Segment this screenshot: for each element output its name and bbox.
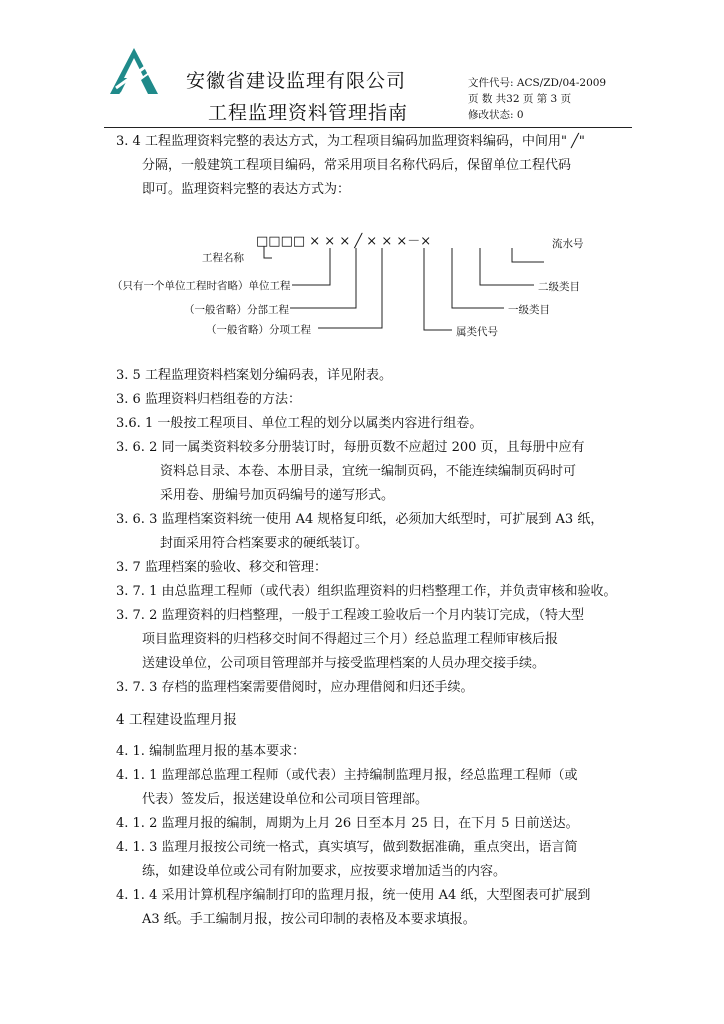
para-4-1-3-line1: 4. 1. 3 监理月报按公司统一格式，真实填写，做到数据准确，重点突出，语言简 <box>116 840 578 855</box>
para-4-1-3-line2: 练，如建设单位或公司有附加要求，应按要求增加适当的内容。 <box>142 864 507 879</box>
code-pattern: □□□□ × × × ╱ × × ×－× <box>256 234 432 249</box>
label-branch-project: （一般省略）分部工程 <box>184 304 289 316</box>
para-3-4-line3: 即可。监理资料完整的表达方式为： <box>142 182 351 197</box>
doc-code: 文件代号: ACS/ZD/04-2009 <box>468 77 607 89</box>
para-3-6-2-line3: 采用卷、册编号加页码编号的递写形式。 <box>160 488 395 503</box>
section-4-heading: 4 工程建设监理月报 <box>116 712 237 728</box>
label-level1: 一级类目 <box>508 304 550 316</box>
para-4-1-1-line2: 代表）签发后，报送建设单位和公司项目管理部。 <box>142 792 429 807</box>
para-3-7-2-line1: 3. 7. 2 监理资料的归档整理，一般于工程竣工验收后一个月内装订完成，（特大型 <box>116 608 584 623</box>
para-3-4-line2: 分隔，一般建筑工程项目编码，常采用项目名称代码后，保留单位工程代码 <box>142 158 572 173</box>
para-3-6-3-line2: 封面采用符合档案要求的硬纸装订。 <box>160 536 369 551</box>
para-3-4-line1: 3. 4 工程监理资料完整的表达方式，为工程项目编码加监理资料编码，中间用" ╱" <box>116 134 585 149</box>
para-4-1-1-line1: 4. 1. 1 监理部总监理工程师（或代表）主持编制监理月报，经总监理工程师（或 <box>116 768 578 783</box>
para-3-6: 3. 6 监理资料归档组卷的方法： <box>116 392 301 407</box>
para-3-6-1: 3.6. 1 一般按工程项目、单位工程的划分以属类内容进行组卷。 <box>116 416 483 431</box>
para-3-7-2-line3: 送建设单位，公司项目管理部并与接受监理档案的人员办理交接手续。 <box>142 656 546 671</box>
para-4-1-4-line1: 4. 1. 4 采用计算机程序编制打印的监理月报，统一使用 A4 纸，大型图表可扩展到 <box>116 888 591 903</box>
para-3-7-3: 3. 7. 3 存档的监理档案需要借阅时，应办理借阅和归还手续。 <box>116 680 474 695</box>
para-3-6-3-line1: 3. 6. 3 监理档案资料统一使用 A4 规格复印纸，必须加大纸型时，可扩展到 A3 纸， <box>116 512 604 527</box>
document-title: 工程监理资料管理指南 <box>208 102 409 124</box>
revision-status: 修改状态: 0 <box>468 109 524 121</box>
label-unit-project: （只有一个单位工程时省略）单位工程 <box>112 280 291 292</box>
label-category-code: 属类代号 <box>456 326 498 338</box>
para-4-1: 4. 1. 编制监理月报的基本要求： <box>116 744 306 759</box>
label-sub-project: （一般省略）分项工程 <box>206 324 311 336</box>
para-4-1-4-line2: A3 纸。手工编制月报，按公司印制的表格及本要求填报。 <box>142 912 476 927</box>
label-serial: 流水号 <box>552 238 584 250</box>
para-3-5: 3. 5 工程监理资料档案划分编码表，详见附表。 <box>116 368 392 383</box>
para-3-7: 3. 7 监理档案的验收、移交和管理： <box>116 560 327 575</box>
label-project-name: 工程名称 <box>202 252 244 264</box>
para-3-6-2-line1: 3. 6. 2 同一属类资料较多分册装订时，每册页数不应超过 200 页，且每册中应有 <box>116 440 585 455</box>
para-3-6-2-line2: 资料总目录、本卷、本册目录，宜统一编制页码，不能连续编制页码时可 <box>160 464 577 479</box>
para-3-7-2-line2: 项目监理资料的归档移交时间不得超过三个月）经总监理工程师审核后报 <box>142 632 559 647</box>
para-4-1-2: 4. 1. 2 监理月报的编制，周期为上月 26 日至本月 25 日，在下月 5 日前送达。 <box>116 816 579 831</box>
company-name: 安徽省建设监理有限公司 <box>186 70 407 92</box>
para-3-7-1: 3. 7. 1 由总监理工程师（或代表）组织监理资料的归档整理工作，并负责审核和验收。 <box>116 584 617 599</box>
label-level2: 二级类目 <box>538 281 580 293</box>
page-info: 页 数 共32 页 第 3 页 <box>468 93 572 105</box>
